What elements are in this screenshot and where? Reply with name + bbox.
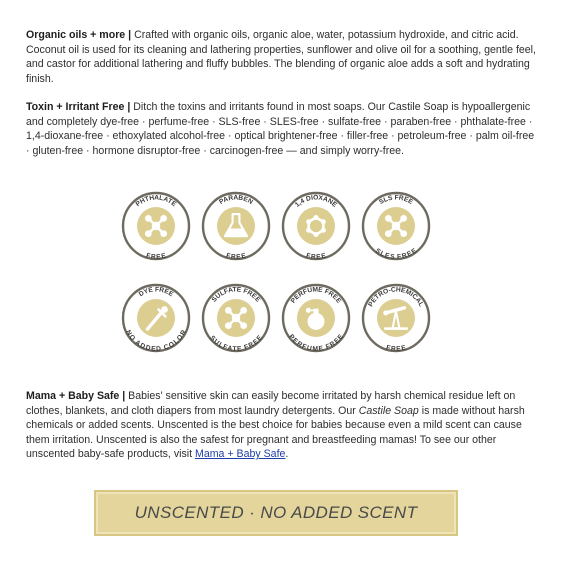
badge-top-label: SLS FREE <box>378 194 414 207</box>
badge-top-label: PARABEN <box>218 194 254 206</box>
badge-bottom-label: FREE <box>385 344 407 353</box>
mama-baby-text-end: . <box>285 448 289 461</box>
badge-bottom-label: SLES FREE <box>373 247 419 261</box>
badge-top-label: PHTHALATE <box>134 194 178 209</box>
mama-baby-text-a: Babies' sensitive skin can easily become irritated by harsh chemical residue left on clothes, blankets, and cloth diapers from most laundry detergents. Our <box>26 390 516 417</box>
badge-bottom-label: PERFUME FREE <box>287 333 345 353</box>
badge-bottom-label: SULFATE FREE <box>208 334 264 353</box>
badge-2 <box>203 193 269 261</box>
badge-6 <box>203 285 269 353</box>
badge-disc <box>377 299 415 337</box>
badge-bottom-label: NO ADDED COLOR <box>124 329 188 353</box>
badge-top-label: PETRO-CHEMICAL <box>367 286 425 309</box>
badge-disc <box>297 207 335 245</box>
organic-oils-text: Crafted with organic oils, organic aloe, water, potassium hydroxide, and citric acid. Coconut oil is used for its cleaning and lathering properties, sunflower and olive oil for a soothing, gentle feel, and castor for additional lathering and fluffy bubbles. The blending of organic aloe adds a soft and hydrating finish. <box>26 29 536 85</box>
badge-3 <box>283 193 349 261</box>
badge-top-label: 1,4 DIOXANE <box>293 194 339 209</box>
badge-5 <box>123 285 189 353</box>
badge-bottom-label: FREE <box>305 252 327 261</box>
badge-7 <box>283 285 349 353</box>
badge-4 <box>363 193 429 261</box>
badge-8 <box>363 285 429 353</box>
mama-baby-text-b: is made without harsh chemicals or added scents. Unscented is the best choice for babies because even a mild scent can cause them irritation. Unscented is also the safest for pregnant and breastfeeding mamas! To see our other unscented baby-safe products, visit <box>26 404 525 461</box>
badge-bottom-label: FREE <box>145 252 167 261</box>
castile-soap-italic: Castile Soap <box>358 404 419 417</box>
toxin-free-text: Ditch the toxins and irritants found in most soaps. Our Castile Soap is hypoallergenic and completely dye-free · perfume-free · SLS-free · SLES-free · sulfate-free · paraben-free · phthalate-free · 1,4-dioxane-free · ethoxylated alcohol-free · optical brightener-free · filler-free · petroleum-free · palm oil-free · gluten-free · hormone disruptor-free · carcinogen-free — and simply worry-free. <box>26 101 535 157</box>
badge-bottom-label: FREE <box>225 252 247 261</box>
banner-label: UNSCENTED · NO ADDED SCENT <box>134 503 418 522</box>
paragraph-mama-baby <box>26 389 538 462</box>
badge-1 <box>123 193 189 261</box>
badge-top-label: DYE FREE <box>137 286 175 299</box>
badge-top-label: PERFUME FREE <box>289 286 343 305</box>
unscented-banner <box>94 490 458 536</box>
heading-toxin-free: Toxin + Irritant Free | <box>26 101 131 113</box>
heading-mama-baby: Mama + Baby Safe | <box>26 390 126 402</box>
badge-disc <box>217 207 255 245</box>
badge-top-label: SULFATE FREE <box>210 286 262 304</box>
heading-organic-oils: Organic oils + more | <box>26 29 132 41</box>
mama-baby-safe-link[interactable]: Mama + Baby Safe <box>195 448 286 461</box>
